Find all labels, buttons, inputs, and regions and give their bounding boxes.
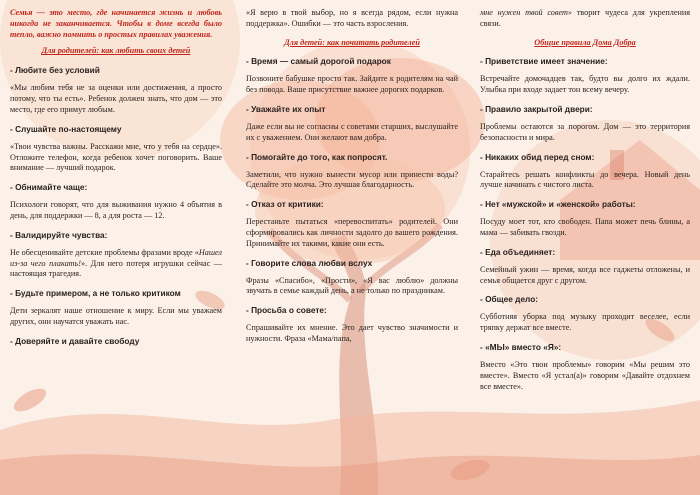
item-head: - Уважайте их опыт: [246, 104, 326, 115]
item-head: - Нет «мужской» и «женской» работы:: [480, 199, 636, 210]
column-children: [236, 0, 468, 495]
text-after: ». Для него потеря игрушки сейчас — настоящая трагедия.: [10, 258, 222, 279]
lead-text: «Я верю в твой выбор, но я всегда рядом, если нужна поддержка». Ошибки — это часть взросления.: [246, 8, 458, 28]
item-text: Дети зеркалят наше отношение к миру. Если мы уважаем других, они научатся уважать нас.: [10, 306, 222, 326]
item-text: «Мы любим тебя не за оценки или достижения, а просто потому, что ты есть». Ребенок должен знать, что дом — это место, где его примут любым.: [10, 83, 222, 114]
item-head: - Никаких обид перед сном:: [480, 151, 595, 162]
item-text: Позвоните бабушке просто так. Зайдите к родителям на чай без повода. Ваше присутствие важнее дорогих подарков.: [246, 74, 458, 95]
item-text: [10, 248, 222, 280]
item-text: Семейный ужин — время, когда все гаджеты отложены, и семья общается друг с другом.: [480, 264, 690, 285]
item-head: - Говорите слова любви вслух: [246, 257, 373, 268]
intro-text: Семья — это место, где начинается жизнь и любовь никогда не заканчивается. Чтобы в доме всегда было тепло, важно помнить о простых правилах уважения.: [10, 8, 222, 39]
item-head: - Отказ от критики:: [246, 199, 324, 210]
item-head: - Правило закрытой двери:: [480, 104, 593, 115]
item-head: - Доверяйте и давайте свободу: [10, 335, 140, 346]
item-head: - Общее дело:: [480, 294, 539, 305]
text-before: Не обесценивайте детские проблемы фразами вроде «: [10, 247, 199, 257]
quoted-phrase: Нашел из-за чего плакать!: [10, 247, 222, 268]
section-title-common: Общие правила Дома Добра: [534, 37, 636, 47]
item-head: - Валидируйте чувства:: [10, 229, 108, 240]
quoted-phrase: мне нужен твой совет»: [480, 8, 572, 17]
item-text: Субботняя уборка под музыку проходит веселее, если тряпку держат все вместе.: [480, 312, 690, 333]
item-text: Посуду моет тот, кто свободен. Папа может печь блины, а мама — забивать гвозди.: [480, 217, 690, 238]
item-text: Фразы «Спасибо», «Прости», «Я вас люблю» должны звучать в семье каждый день, а не только по праздникам.: [246, 275, 458, 296]
item-head: - Приветствие имеет значение:: [480, 56, 608, 67]
item-head: - «МЫ» вместо «Я»:: [480, 342, 562, 353]
column-common-rules: [470, 0, 700, 495]
item-head: - Просьба о совете:: [246, 305, 327, 316]
item-text: Даже если вы не согласны с советами старших, выслушайте их с уважением. Они желают вам добра.: [246, 122, 458, 142]
item-text: Проблемы остаются за порогом. Дом — это территория безопасности и мира.: [480, 122, 690, 142]
section-title-parents: Для родителей: как любить своих детей: [41, 46, 191, 56]
item-head: - Будьте примером, а не только критиком: [10, 288, 181, 299]
item-head: - Помогайте до того, как попросят.: [246, 151, 388, 162]
item-text: Перестаньте пытаться «перевоспитать» родителей. Они сформировались как личности задолго до вашего рождения. Принимайте их такими, какие они есть.: [246, 217, 458, 248]
item-head: - Обнимайте чаще:: [10, 182, 88, 193]
column-parents: [0, 0, 232, 495]
item-text: Спрашивайте их мнение. Это дает чувство значимости и нужности. Фраза «Мама/папа,: [246, 323, 458, 344]
item-text: Вместо «Это твои проблемы» говорим «Мы решим это вместе». Вместо «Я устал(а)» говорим «Давайте отдохнем все вместе».: [480, 359, 690, 391]
item-text: Старайтесь решать конфликты до вечера. Новый день лучше начинать с чистого листа.: [480, 169, 690, 190]
item-head: - Еда объединяет:: [480, 246, 556, 257]
item-text: Встречайте домочадцев так, будто вы долго их ждали. Улыбка при входе задает тон всему вечеру.: [480, 74, 690, 95]
section-title-children: Для детей: как почитать родителей: [284, 37, 420, 47]
lead-text: [480, 8, 690, 30]
lead-rest: творит чудеса для укрепления связи.: [480, 8, 690, 28]
item-text: «Твои чувства важны. Расскажи мне, что у тебя на сердце». Отложите телефон, когда ребенок хочет поговорить. Ваше внимание — лучший подарок.: [10, 141, 222, 173]
item-head: - Слушайте по-настоящему: [10, 123, 122, 134]
item-head: - Любите без условий: [10, 65, 100, 76]
item-text: Заметили, что нужно вынести мусор или принести воды? Сделайте это молча. Это лучшая благодарность.: [246, 169, 458, 190]
item-text: Психологи говорят, что для выживания нужно 4 объятия в день, для поддержки — 8, а для роста — 12.: [10, 200, 222, 220]
item-head: - Время — самый дорогой подарок: [246, 56, 391, 67]
